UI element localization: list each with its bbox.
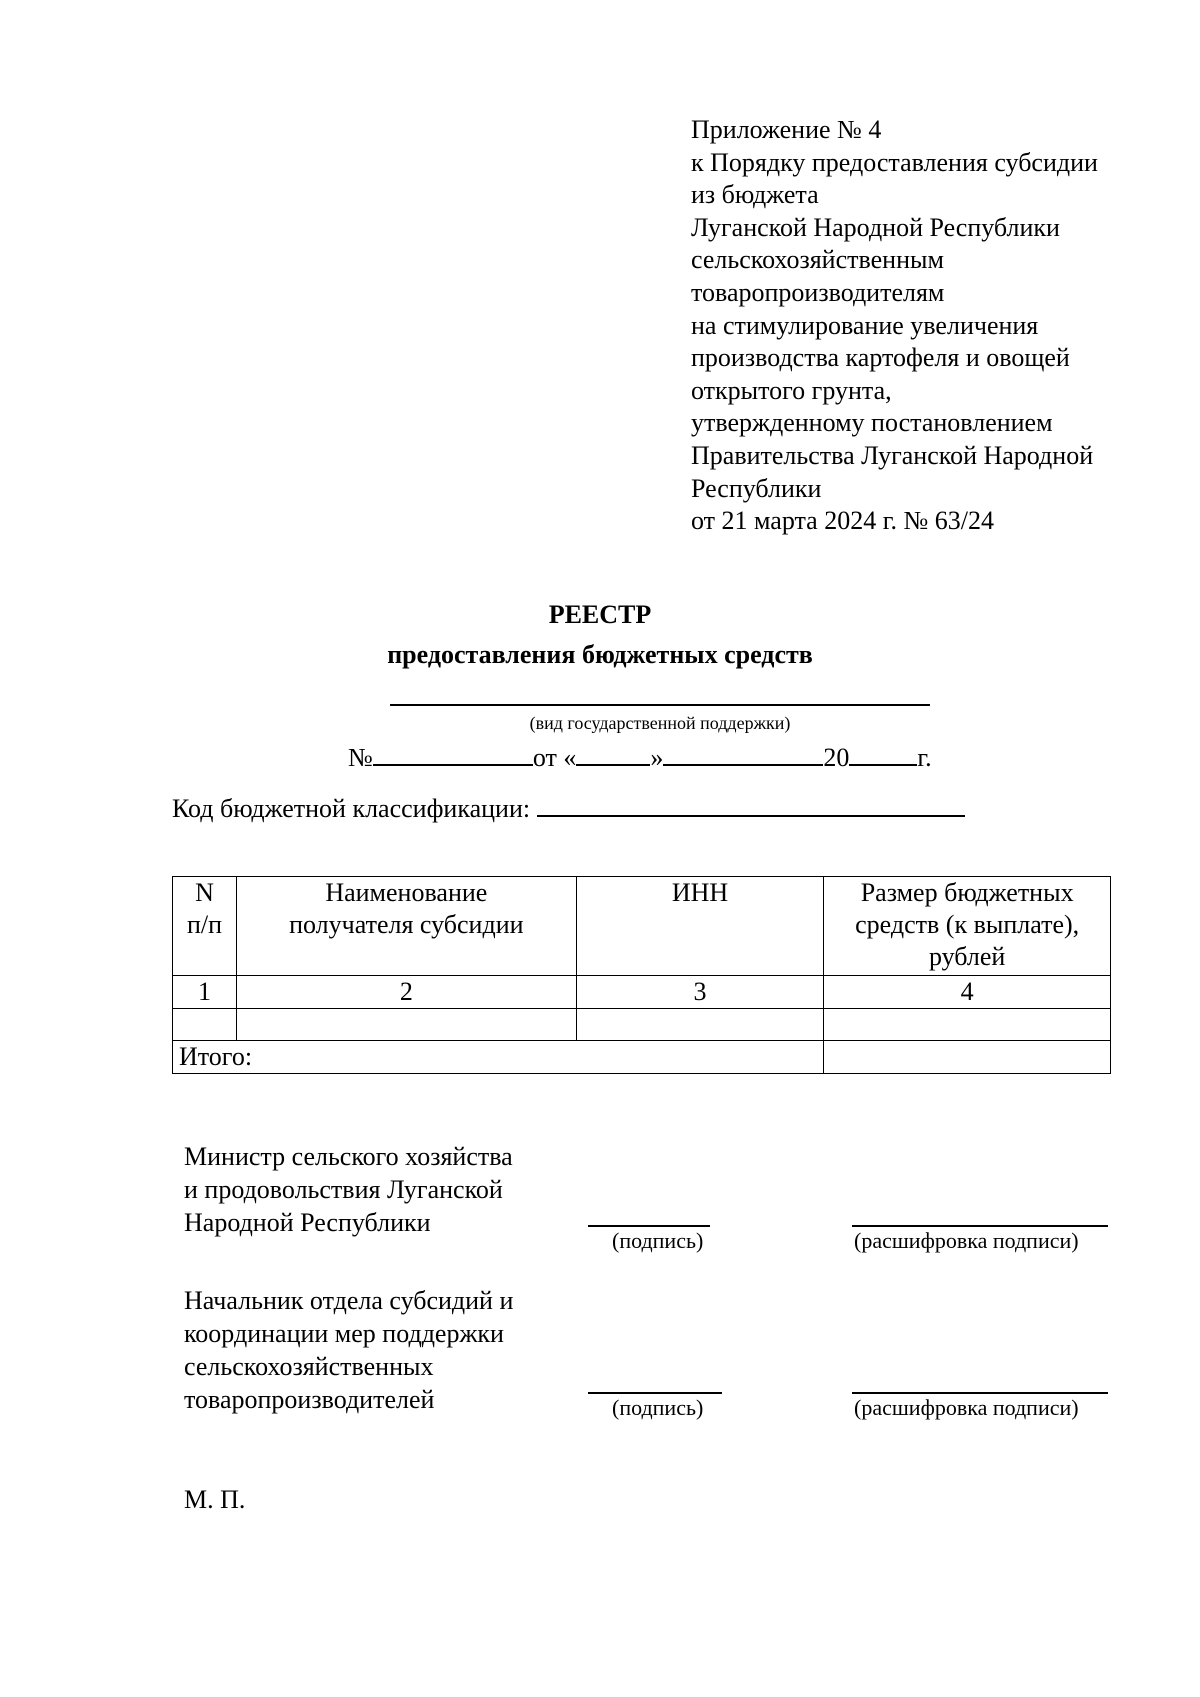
column-header: Размер бюджетных средств (к выплате), рублей <box>824 877 1111 976</box>
signature-caption: (подпись) <box>612 1228 704 1253</box>
signature-decoding-caption: (расшифровка подписи) <box>854 1228 1079 1253</box>
column-header: ИНН <box>576 877 824 976</box>
appendix-line: производства картофеля и овощей <box>691 343 1070 373</box>
year-field[interactable] <box>849 740 917 766</box>
table-cell[interactable] <box>824 1009 1111 1041</box>
column-header: Наименование получателя субсидии <box>236 877 576 976</box>
table-row <box>173 976 1111 1009</box>
column-number: 3 <box>576 976 824 1009</box>
signature-decoding-caption: (расшифровка подписи) <box>854 1395 1079 1420</box>
signature-field[interactable] <box>588 1392 722 1394</box>
year-prefix: 20 <box>823 743 850 772</box>
signature-caption: (подпись) <box>612 1395 704 1420</box>
appendix-line: Республики <box>691 473 822 503</box>
appendix-line: на стимулирование увеличения <box>691 310 1039 340</box>
appendix-line: от 21 марта 2024 г. № 63/24 <box>691 506 994 536</box>
column-header: N п/п <box>173 877 237 976</box>
number-date-line <box>348 740 932 773</box>
position-line: координации мер поддержки <box>184 1319 504 1348</box>
appendix-line: сельскохозяйственным <box>691 245 944 275</box>
register-table <box>172 876 1111 1074</box>
date-quote-close: » <box>650 743 664 772</box>
signature-position-minister <box>184 1140 513 1239</box>
appendix-line: из бюджета <box>691 180 819 210</box>
table-cell[interactable] <box>236 1009 576 1041</box>
position-line: Народной Республики <box>184 1208 431 1237</box>
table-cell[interactable] <box>576 1009 824 1041</box>
appendix-line: утвержденному постановлением <box>691 408 1053 438</box>
table-cell[interactable] <box>173 1009 237 1041</box>
position-line: товаропроизводителей <box>184 1385 435 1414</box>
total-value-cell[interactable] <box>824 1041 1111 1074</box>
signature-decoding-field[interactable] <box>852 1225 1108 1227</box>
appendix-line: Правительства Луганской Народной <box>691 440 1094 470</box>
year-suffix: г. <box>917 743 932 772</box>
budget-code-line <box>172 791 965 824</box>
signature-field[interactable] <box>588 1225 710 1227</box>
number-field[interactable] <box>373 740 533 766</box>
month-field[interactable] <box>663 740 823 766</box>
signature-position-head-of-department <box>184 1284 513 1416</box>
support-type-caption: (вид государственной поддержки) <box>529 713 791 733</box>
table-row <box>173 1009 1111 1041</box>
position-line: сельскохозяйственных <box>184 1352 434 1381</box>
day-field[interactable] <box>576 740 650 766</box>
number-sign: № <box>348 743 373 772</box>
date-from-label: от « <box>532 743 577 772</box>
appendix-line: к Порядку предоставления субсидии <box>691 147 1098 177</box>
position-line: Начальник отдела субсидий и <box>184 1286 514 1315</box>
appendix-line: Приложение № 4 <box>691 115 882 144</box>
table-header-row <box>173 877 1111 976</box>
column-number: 2 <box>236 976 576 1009</box>
signature-decoding-field[interactable] <box>852 1392 1108 1394</box>
stamp-place-label: М. П. <box>184 1485 246 1514</box>
document-title: РЕЕСТР <box>548 600 652 629</box>
column-number: 1 <box>173 976 237 1009</box>
budget-code-field[interactable] <box>537 791 965 817</box>
table-total-row <box>173 1041 1111 1074</box>
total-label: Итого: <box>173 1041 824 1074</box>
column-number: 4 <box>824 976 1111 1009</box>
budget-code-label: Код бюджетной классификации: <box>172 794 531 823</box>
appendix-reference <box>691 114 1171 538</box>
appendix-line: товаропроизводителям <box>691 277 945 307</box>
position-line: и продовольствия Луганской <box>184 1175 503 1204</box>
document-subtitle: предоставления бюджетных средств <box>387 640 813 669</box>
support-type-field[interactable] <box>390 704 930 706</box>
position-line: Министр сельского хозяйства <box>184 1142 513 1171</box>
appendix-line: открытого грунта, <box>691 375 892 405</box>
appendix-line: Луганской Народной Республики <box>691 212 1060 242</box>
